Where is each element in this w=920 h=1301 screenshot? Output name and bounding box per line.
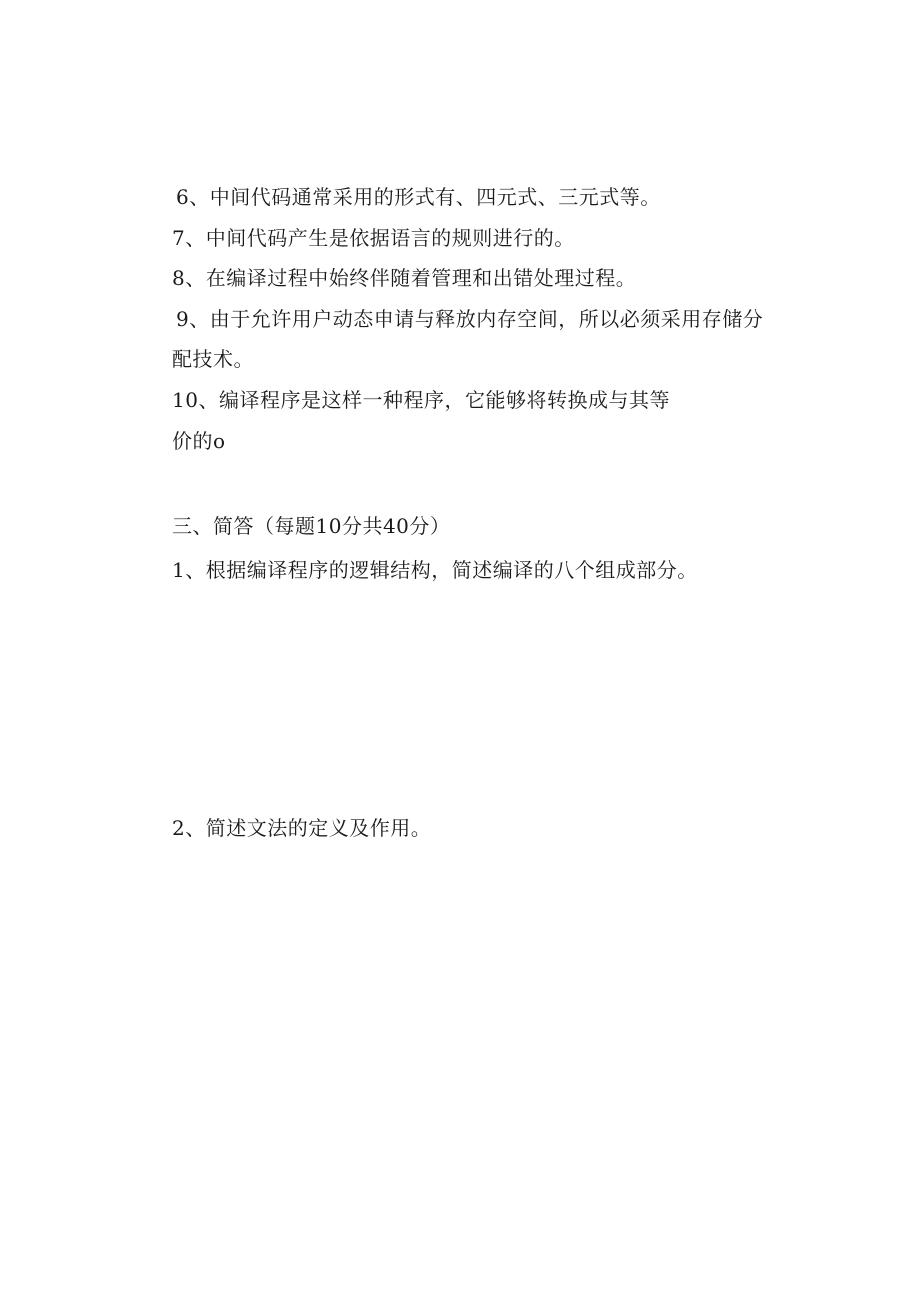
section-heading-short-answer: 三、简答（每题10分共40分）: [172, 514, 451, 538]
question-6: 6、中间代码通常采用的形式有、四元式、三元式等。: [176, 185, 661, 209]
question-9-line-2: 配技术。: [172, 347, 254, 371]
question-10-line-1: 10、编译程序是这样一种程序，它能够将转换成与其等: [172, 388, 670, 412]
question-10-line-2: 价的o: [172, 429, 226, 453]
short-answer-question-1: 1、根据编译程序的逻辑结构，简述编译的八个组成部分。: [172, 558, 698, 582]
question-8: 8、在编译过程中始终伴随着管理和出错处理过程。: [172, 266, 637, 290]
question-7: 7、中间代码产生是依据语言的规则进行的。: [172, 226, 575, 250]
question-9-line-1: 9、由于允许用户动态申请与释放内存空间，所以必须采用存储分: [176, 307, 764, 331]
short-answer-question-2: 2、简述文法的定义及作用。: [172, 816, 432, 840]
